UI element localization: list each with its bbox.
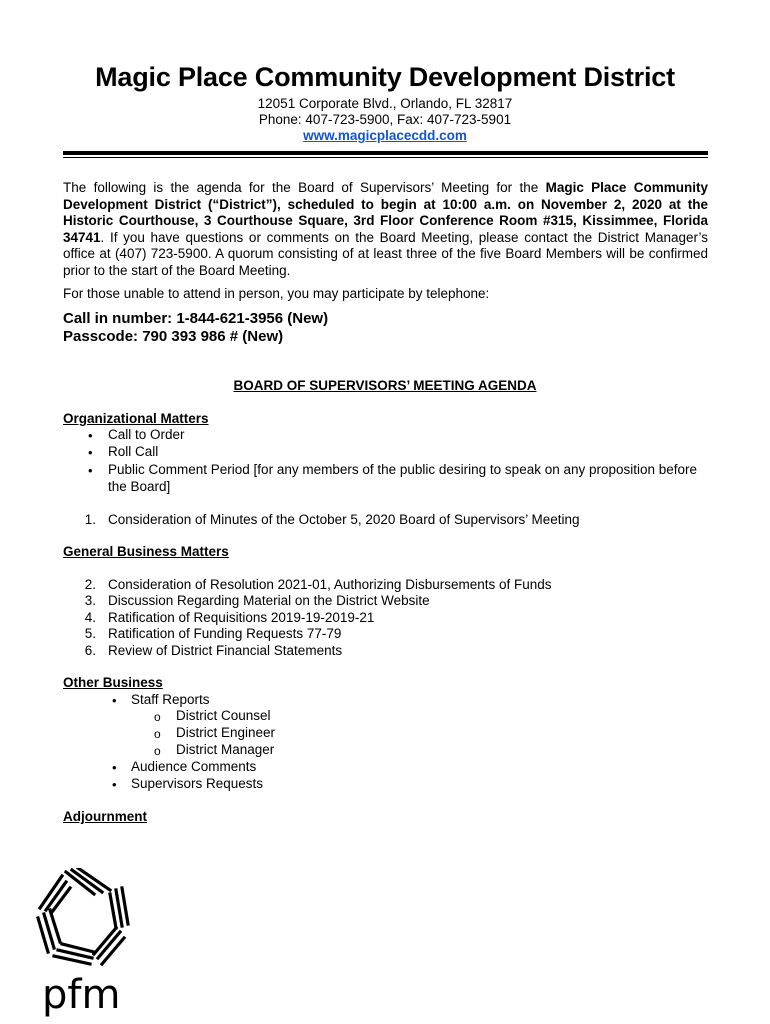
list-subitem: District Manager	[176, 742, 275, 757]
list-item: Supervisors Requests	[131, 776, 264, 791]
section-general-heading: General Business Matters	[63, 544, 229, 559]
header-rule-thin	[63, 157, 708, 158]
agenda-item: Discussion Regarding Material on the District Website	[108, 593, 430, 608]
item-number: 6.	[84, 643, 96, 658]
list-item: Roll Call	[108, 444, 159, 459]
list-item: Staff Reports	[131, 692, 210, 707]
header-rule-thick	[63, 151, 708, 155]
district-phone-fax: Phone: 407-723-5900, Fax: 407-723-5901	[258, 112, 512, 127]
bullet-dot: •	[112, 777, 117, 792]
district-address: 12051 Corporate Blvd., Orlando, FL 32817	[257, 96, 513, 111]
pfm-swirl-logo-icon	[36, 868, 136, 1018]
pfm-logo-text: pfm	[42, 972, 121, 1018]
item-number: 4.	[84, 610, 96, 625]
list-item: Public Comment Period [for any members of the public desiring to speak on any proposition before	[108, 462, 698, 477]
district-title: Magic Place Community Development District	[95, 62, 675, 92]
agenda-item: Consideration of Resolution 2021-01, Authorizing Disbursements of Funds	[108, 577, 552, 592]
agenda-item: Ratification of Requisitions 2019-19-2019-21	[108, 610, 375, 625]
telephone-note: For those unable to attend in person, you may participate by telephone:	[63, 286, 490, 301]
item-number: 3.	[84, 593, 96, 608]
intro-text-a: The following is the agenda for the Board of Supervisors’ Meeting for the	[63, 180, 546, 195]
list-subitem: District Counsel	[176, 708, 271, 723]
passcode: Passcode: 790 393 986 # (New)	[63, 328, 284, 345]
item-number: 2.	[84, 577, 96, 592]
bullet-dot: •	[88, 463, 93, 478]
list-item-continuation: the Board]	[108, 479, 171, 494]
intro-paragraph	[63, 180, 708, 279]
agenda-item: Consideration of Minutes of the October 5, 2020 Board of Supervisors’ Meeting	[108, 512, 580, 527]
section-organizational-heading: Organizational Matters	[63, 411, 209, 426]
list-item: Audience Comments	[131, 759, 257, 774]
intro-text-c: . If you have questions or comments on the Board Meeting, please contact the District Manager’s office at (407) 723-5900. A quorum consisting of at least three of the five Board Members will be confirmed prior to the start of the Board Meeting.	[63, 229, 708, 278]
call-in-number: Call in number: 1-844-621-3956 (New)	[63, 310, 329, 327]
list-item: Call to Order	[108, 427, 185, 442]
section-adjournment-heading: Adjournment	[63, 809, 147, 824]
agenda-item: Review of District Financial Statements	[108, 643, 343, 658]
call-in-block	[63, 310, 328, 346]
agenda-title: BOARD OF SUPERVISORS’ MEETING AGENDA	[233, 378, 537, 393]
section-other-heading: Other Business	[63, 675, 163, 690]
bullet-dot: •	[88, 428, 93, 443]
agenda-item: Ratification of Funding Requests 77-79	[108, 626, 342, 641]
item-number: 1.	[84, 512, 96, 527]
bullet-dot: •	[88, 445, 93, 460]
district-website-link[interactable]: www.magicplacecdd.com	[303, 128, 467, 143]
pfm-logo	[36, 868, 136, 1018]
sub-bullet-circle: o	[154, 744, 161, 758]
sub-bullet-circle: o	[154, 710, 161, 724]
intro-text-bold: Magic Place Community Development District (“District”), scheduled to begin at 10:00 a.m. on November 2, 2020 at the Historic Courthouse, 3 Courthouse Square, 3rd Floor Conference Room #315, Kissimmee, Florida 34741	[63, 180, 708, 245]
sub-bullet-circle: o	[154, 727, 161, 741]
list-subitem: District Engineer	[176, 725, 276, 740]
bullet-dot: •	[112, 693, 117, 708]
bullet-dot: •	[112, 760, 117, 775]
item-number: 5.	[84, 626, 96, 641]
